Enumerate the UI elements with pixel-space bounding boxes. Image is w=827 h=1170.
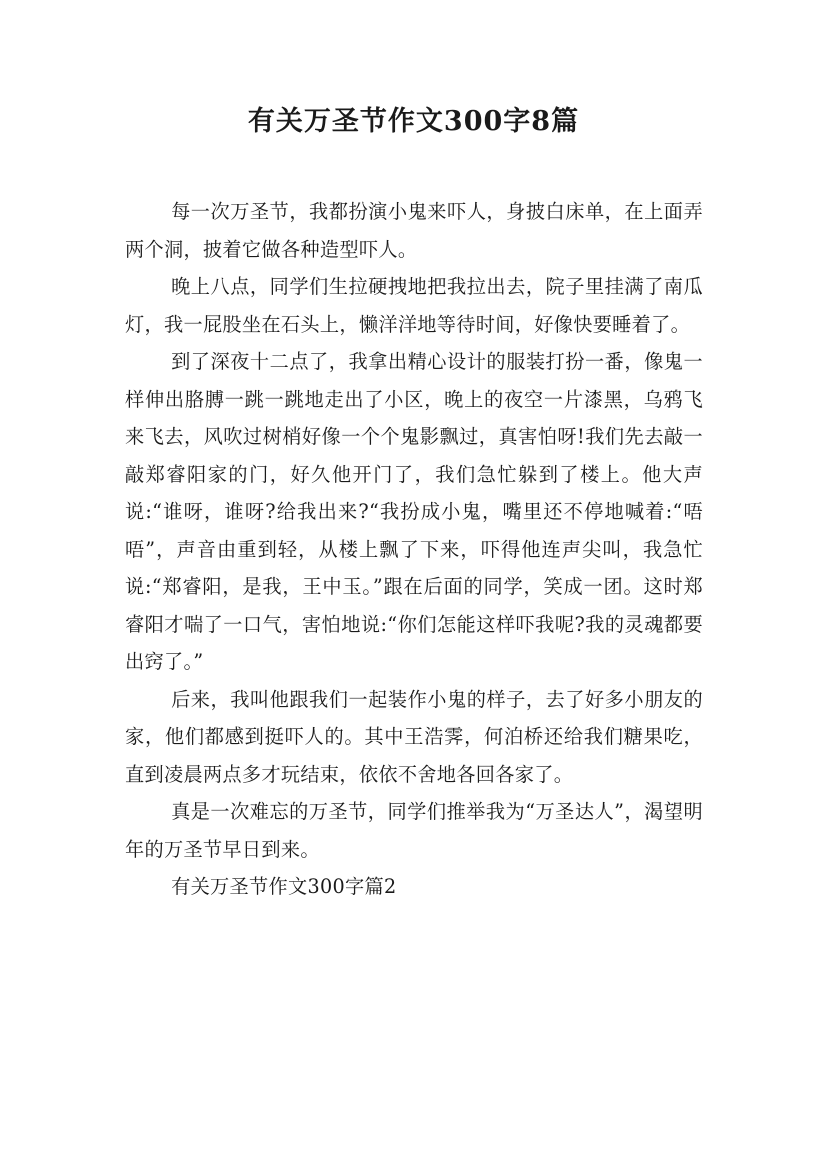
section-heading: 有关万圣节作文300字篇2 [171,875,397,898]
paragraph-3: 到了深夜十二点了，我拿出精心设计的服装打扮一番，像鬼一样伸出胳膊一跳一跳地走出了小区，晚上的夜空一片漆黑，乌鸦飞来飞去，风吹过树梢好像一个个鬼影飘过，真害怕呀!我们先去敲一敲郑睿阳家的门，好久他开门了，我们急忙躲到了楼上。他大声说:“谁呀，谁呀?给我出来?“我扮成小鬼，嘴里还不停地喊着:“唔唔”，声音由重到轻，从楼上飘了下来，吓得他连声尖叫，我急忙说:“郑睿阳，是我，王中玉。”跟在后面的同学，笑成一团。这时郑睿阳才喘了一口气，害怕地说:“你们怎能这样吓我呢?我的灵魂都要出窍了。” [125,350,703,673]
paragraph-2: 晚上八点，同学们生拉硬拽地把我拉出去，院子里挂满了南瓜灯，我一屁股坐在石头上，懒洋洋地等待时间，好像快要睡着了。 [125,275,703,336]
paragraph-5: 真是一次难忘的万圣节，同学们推举我为“万圣达人”，渴望明年的万圣节早日到来。 [125,800,703,861]
paragraph-4: 后来，我叫他跟我们一起装作小鬼的样子，去了好多小朋友的家，他们都感到挺吓人的。其中王浩霁，何泊桥还给我们糖果吃，直到凌晨两点多才玩结束，依依不舍地各回各家了。 [125,687,703,786]
document-title: 有关万圣节作文300字8篇 [247,106,580,137]
document-body [125,193,703,906]
paragraph-1: 每一次万圣节，我都扮演小鬼来吓人，身披白床单，在上面弄两个洞，披着它做各种造型吓人。 [125,200,703,261]
